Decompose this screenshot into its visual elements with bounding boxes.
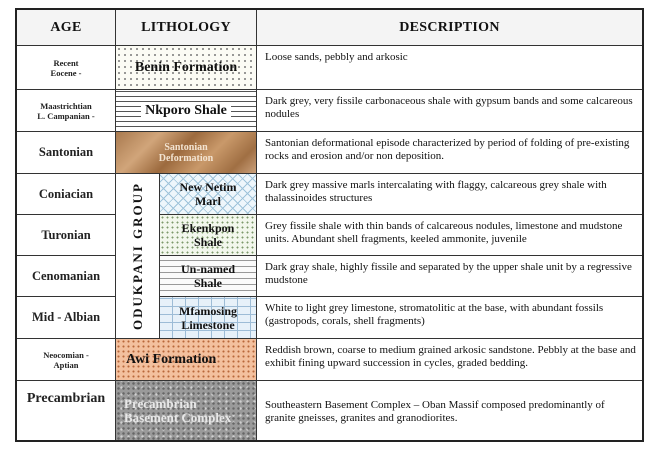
description-cell: Loose sands, pebbly and arkosic	[257, 46, 642, 90]
age-cell: Precambrian	[17, 381, 116, 440]
lithology-label: Santonian Deformation	[158, 141, 214, 164]
lithology-cell	[160, 174, 257, 215]
odukpani-group-label: ODUKPANI GROUP	[116, 174, 160, 339]
lithology-label: Mfamosing Limestone	[179, 303, 237, 332]
lithology-cell	[116, 132, 257, 174]
description-cell: Southeastern Basement Complex – Oban Massif composed predominantly of granite gneisses, granites and granodiorites.	[265, 399, 605, 424]
description-cell: Dark gray shale, highly fissile and separated by the upper shale unit by a regressive mudstone	[257, 256, 642, 297]
description-cell: Dark grey massive marls intercalating with flaggy, calcareous grey shale with thalassinoides structures	[257, 174, 642, 215]
stratigraphy-table	[15, 8, 644, 442]
header-lithology: LITHOLOGY	[116, 10, 257, 46]
age-cell: Recent Eocene -	[17, 46, 116, 90]
age-cell: Coniacian	[17, 174, 116, 215]
lithology-label: Precambrian Basement Complex	[124, 395, 232, 425]
lithology-cell	[160, 297, 257, 339]
description-cell: Reddish brown, coarse to medium grained arkosic sandstone. Pebbly at the base and exhibit fining upward succession in cycles, graded bedding.	[257, 339, 642, 381]
lithology-label: Un-named Shale	[180, 262, 235, 290]
lithology-cell	[116, 339, 257, 381]
age-cell: Neocomian - Aptian	[17, 339, 116, 381]
lithology-label: Awi Formation	[126, 351, 217, 367]
lithology-label: Nkporo Shale	[141, 103, 231, 119]
lithology-cell	[160, 256, 257, 297]
lithology-label: New Netim Marl	[179, 180, 237, 208]
description-cell: Santonian deformational episode characterized by period of folding of pre-existing rocks and erosion and/or non deposition.	[257, 132, 642, 174]
header-description: DESCRIPTION	[257, 10, 642, 46]
lithology-label: Benin Formation	[134, 59, 238, 75]
lithology-cell	[116, 46, 257, 90]
lithology-cell	[116, 90, 257, 132]
age-cell: Turonian	[17, 215, 116, 256]
lithology-label: Ekenkpon Shale	[181, 221, 235, 249]
age-cell: Maastrichtian L. Campanian -	[17, 90, 116, 132]
lithology-cell	[116, 381, 257, 440]
lithology-cell	[160, 215, 257, 256]
header-age: AGE	[17, 10, 116, 46]
description-cell: White to light grey limestone, stromatolitic at the base, with abundant fossils (gastropods, corals, shell fragments)	[257, 297, 642, 339]
age-cell: Santonian	[17, 132, 116, 174]
description-cell: Dark grey, very fissile carbonaceous shale with gypsum bands and some calcareous nodules	[257, 90, 642, 132]
age-cell: Mid - Albian	[17, 297, 116, 339]
age-cell: Cenomanian	[17, 256, 116, 297]
description-cell: Grey fissile shale with thin bands of calcareous nodules, limestone and mudstone units. Abundant shell fragments, keeled ammonite, juvenile	[257, 215, 642, 256]
